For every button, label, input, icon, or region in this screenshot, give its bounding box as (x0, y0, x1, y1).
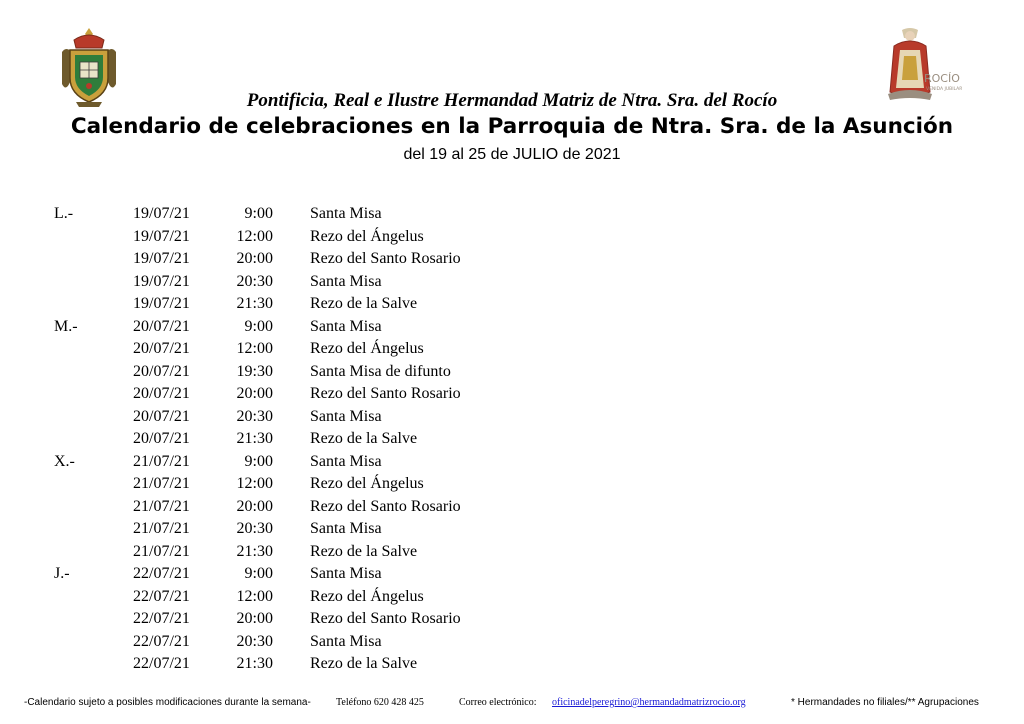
disclaimer-note: -Calendario sujeto a posibles modificaciones durante la semana- (24, 697, 311, 708)
schedule-date: 21/07/21 (133, 520, 190, 537)
schedule-day: M.- (54, 317, 78, 335)
schedule-event: Rezo del Ángelus (310, 475, 424, 492)
schedule-date: 21/07/21 (133, 497, 190, 515)
schedule-row (0, 588, 1024, 611)
schedule-date: 22/07/21 (133, 565, 190, 582)
rocio-logo-subtext: VENIDA JUBILAR (926, 87, 962, 92)
schedule-time: 20:30 (236, 632, 273, 650)
schedule-row (0, 520, 1024, 543)
schedule-event: Santa Misa (310, 272, 382, 290)
schedule-row (0, 633, 1024, 656)
schedule-event: Rezo del Ángelus (310, 587, 424, 605)
schedule-date: 21/07/21 (133, 452, 190, 470)
schedule-row (0, 250, 1024, 273)
date-range: del 19 al 25 de JULIO de 2021 (403, 146, 621, 163)
schedule-time: 12:00 (236, 227, 273, 245)
schedule-row (0, 295, 1024, 318)
schedule-event: Rezo de la Salve (310, 430, 418, 447)
schedule-list (0, 205, 1024, 678)
schedule-date: 20/07/21 (133, 407, 190, 425)
schedule-date: 19/07/21 (133, 205, 190, 222)
schedule-day: X.- (54, 452, 75, 470)
schedule-time: 9:00 (244, 317, 273, 335)
schedule-time: 9:00 (244, 565, 273, 582)
email-link[interactable]: oficinadelperegrino@hermandadmatrizrocio.org (552, 697, 746, 708)
schedule-time: 9:00 (244, 452, 273, 470)
legend-note: * Hermandades no filiales/** Agrupaciones (791, 697, 979, 708)
schedule-date: 22/07/21 (133, 655, 190, 672)
schedule-row (0, 610, 1024, 633)
schedule-event: Rezo del Ángelus (310, 227, 424, 245)
schedule-time: 20:00 (236, 610, 273, 627)
schedule-date: 20/07/21 (133, 430, 190, 447)
schedule-event: Santa Misa (310, 632, 382, 650)
schedule-time: 20:30 (236, 407, 273, 425)
schedule-row (0, 228, 1024, 251)
schedule-event: Rezo del Santo Rosario (310, 497, 461, 515)
schedule-time: 9:00 (244, 205, 273, 222)
phone-number: Teléfono 620 428 425 (336, 697, 424, 708)
schedule-row (0, 273, 1024, 296)
schedule-time: 12:00 (236, 587, 273, 605)
schedule-event: Rezo del Santo Rosario (310, 250, 461, 267)
schedule-event: Santa Misa (310, 317, 382, 335)
schedule-row (0, 340, 1024, 363)
hermandad-name: Pontificia, Real e Ilustre Hermandad Matriz de Ntra. Sra. del Rocío (246, 90, 778, 111)
schedule-date: 20/07/21 (133, 317, 190, 335)
schedule-event: Santa Misa (310, 407, 382, 425)
schedule-row (0, 385, 1024, 408)
schedule-date: 22/07/21 (133, 610, 190, 627)
schedule-time: 20:00 (236, 497, 273, 515)
schedule-day: L.- (54, 205, 74, 222)
schedule-event: Santa Misa de difunto (310, 362, 451, 380)
schedule-row (0, 205, 1024, 228)
email-label: Correo electrónico: (459, 697, 537, 708)
schedule-date: 19/07/21 (133, 295, 190, 312)
schedule-event: Rezo del Ángelus (310, 340, 424, 357)
schedule-time: 20:00 (236, 385, 273, 402)
schedule-date: 20/07/21 (133, 362, 190, 380)
schedule-time: 19:30 (236, 362, 273, 380)
schedule-date: 19/07/21 (133, 227, 190, 245)
schedule-date: 22/07/21 (133, 587, 190, 605)
schedule-date: 19/07/21 (133, 250, 190, 267)
schedule-row (0, 498, 1024, 521)
schedule-row (0, 408, 1024, 431)
schedule-event: Rezo de la Salve (310, 655, 418, 672)
schedule-date: 20/07/21 (133, 340, 190, 357)
schedule-date: 22/07/21 (133, 632, 190, 650)
schedule-row (0, 543, 1024, 566)
schedule-date: 21/07/21 (133, 542, 190, 560)
schedule-event: Santa Misa (310, 205, 382, 222)
schedule-row (0, 363, 1024, 386)
schedule-date: 19/07/21 (133, 272, 190, 290)
schedule-time: 20:30 (236, 272, 273, 290)
schedule-row (0, 430, 1024, 453)
schedule-time: 21:30 (236, 655, 273, 672)
schedule-event: Santa Misa (310, 565, 382, 582)
schedule-time: 20:00 (236, 250, 273, 267)
schedule-row (0, 453, 1024, 476)
schedule-time: 21:30 (236, 295, 273, 312)
schedule-time: 21:30 (236, 430, 273, 447)
page-title: Calendario de celebraciones en la Parroquia de Ntra. Sra. de la Asunción (70, 114, 954, 139)
schedule-row (0, 655, 1024, 678)
schedule-event: Santa Misa (310, 452, 382, 470)
rocio-logo-text: ROCÍO (924, 72, 960, 85)
schedule-event: Rezo del Santo Rosario (310, 385, 461, 402)
schedule-date: 21/07/21 (133, 475, 190, 492)
schedule-row (0, 565, 1024, 588)
footer (0, 697, 1024, 713)
schedule-day: J.- (54, 565, 70, 582)
schedule-row (0, 318, 1024, 341)
schedule-event: Santa Misa (310, 520, 382, 537)
schedule-row (0, 475, 1024, 498)
schedule-time: 20:30 (236, 520, 273, 537)
schedule-event: Rezo de la Salve (310, 295, 418, 312)
schedule-event: Rezo del Santo Rosario (310, 610, 461, 627)
schedule-date: 20/07/21 (133, 385, 190, 402)
schedule-time: 12:00 (236, 340, 273, 357)
schedule-event: Rezo de la Salve (310, 542, 418, 560)
schedule-time: 21:30 (236, 542, 273, 560)
schedule-time: 12:00 (236, 475, 273, 492)
